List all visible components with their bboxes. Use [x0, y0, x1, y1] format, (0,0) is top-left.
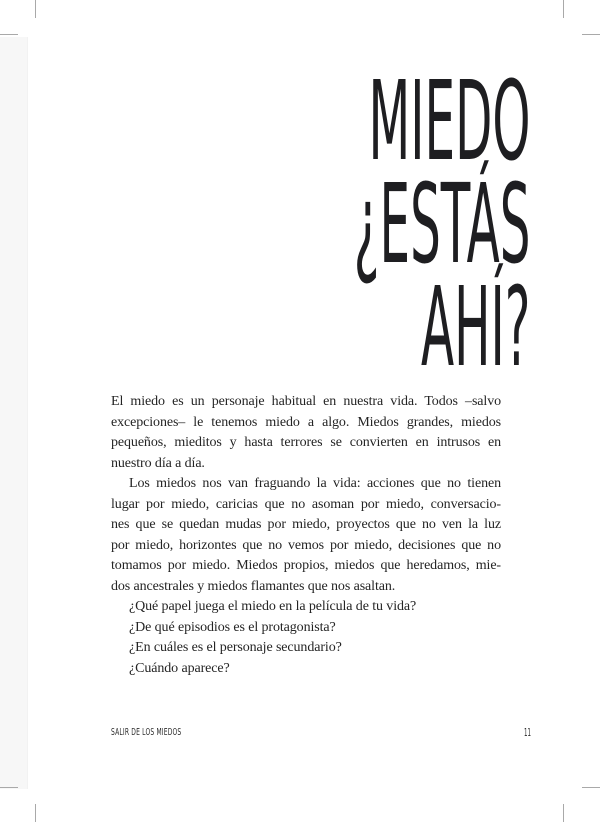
page-number: 11 [524, 726, 531, 739]
question-line: ¿Cuándo aparece? [129, 660, 230, 676]
crop-mark-top-right-horizontal [582, 34, 600, 35]
crop-mark-top-left-vertical [35, 0, 36, 18]
crop-mark-bottom-left-vertical [35, 804, 36, 822]
chapter-title [353, 57, 530, 391]
crop-mark-bottom-right-horizontal [582, 787, 600, 788]
paragraph2-line: por miedo, horizontes que no vemos por miedo, decisiones que no [111, 537, 501, 553]
crop-mark-top-left-horizontal [0, 34, 18, 35]
crop-mark-bottom-left-horizontal [0, 787, 18, 788]
crop-mark-top-right-vertical [563, 0, 564, 18]
body-text [111, 392, 501, 679]
paragraph2-line: Los miedos nos van fraguando la vida: acciones que no tienen [129, 476, 501, 491]
question-line: ¿Qué papel juega el miedo en la película de tu vida? [129, 599, 417, 614]
question-line: ¿En cuáles es el personaje secundario? [129, 640, 342, 655]
paragraph2-line: tomamos por miedo. Miedos propios, miedos que heredamos, mie- [111, 558, 501, 573]
paragraph2-line: dos ancestrales y miedos flamantes que nos asaltan. [111, 578, 396, 594]
paragraph2-line: nes que se quedan mudas por miedo, proyectos que no ven la luz [111, 517, 501, 532]
paragraph1-line: El miedo es un personaje habitual en nuestra vida. Todos –salvo [111, 394, 501, 409]
paragraph2-line: lugar por miedo, caricias que no asoman por miedo, conversacio- [111, 496, 501, 512]
running-footer-book-title: SALIR DE LOS MIEDOS [111, 727, 182, 738]
paragraph1-line: nuestro día a día. [111, 455, 205, 471]
paragraph1-line: excepciones– le tenemos miedo a algo. Miedos grandes, miedos [111, 414, 501, 430]
chapter-title-line-1: MIEDO [368, 57, 530, 185]
chapter-title-line-3: AHÍ? [420, 263, 530, 391]
chapter-title-line-2: ¿ESTÁS [353, 160, 530, 288]
paragraph1-line: pequeños, mieditos y hasta terrores se convierten en intrusos en [111, 435, 501, 450]
page-edge-shading [0, 37, 28, 789]
crop-mark-bottom-right-vertical [563, 804, 564, 822]
question-line: ¿De qué episodios es el protagonista? [129, 619, 336, 635]
